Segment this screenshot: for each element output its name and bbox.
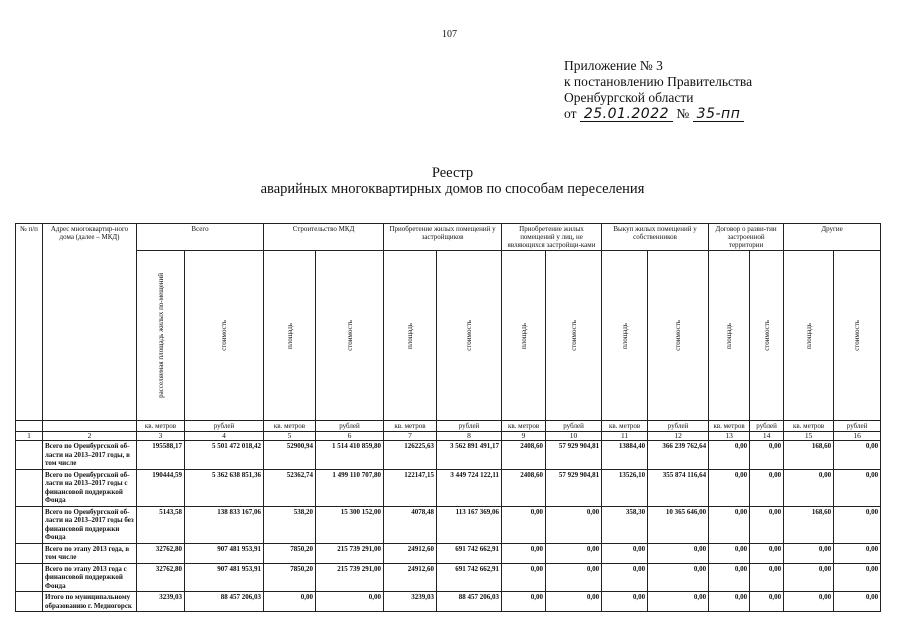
row-value-cell: 57 929 904,81 — [546, 441, 602, 470]
col-number: 13 — [709, 432, 750, 441]
col-number: 8 — [437, 432, 502, 441]
row-value-cell: 3 562 891 491,17 — [437, 441, 502, 470]
sub-area: площадь — [285, 322, 294, 349]
row-value-cell: 0,00 — [648, 592, 709, 612]
row-value-cell: 1 514 410 859,80 — [316, 441, 384, 470]
row-value-cell: 7850,20 — [264, 563, 316, 592]
row-value-cell: 215 739 291,00 — [316, 563, 384, 592]
row-value-cell: 3 449 724 122,11 — [437, 469, 502, 506]
row-value-cell: 0,00 — [750, 506, 784, 543]
row-number-cell — [16, 441, 43, 470]
row-label: Всего по Оренбургской об-ласти на 2013–2017 годы без финансовой поддержки Фонда — [43, 506, 137, 543]
row-value-cell: 0,00 — [709, 506, 750, 543]
col-number: 12 — [648, 432, 709, 441]
col-number: 14 — [750, 432, 784, 441]
header-buyout: Выкуп жилых помещений у собственников — [602, 224, 709, 251]
row-value-cell: 0,00 — [502, 506, 546, 543]
appendix-date-line — [564, 106, 752, 122]
table-row — [16, 543, 881, 563]
col-number: 15 — [784, 432, 834, 441]
row-value-cell: 2408,60 — [502, 441, 546, 470]
col-number: 2 — [43, 432, 137, 441]
row-value-cell: 113 167 369,06 — [437, 506, 502, 543]
page-number: 107 — [442, 29, 457, 40]
unit-cell: рублей — [546, 421, 602, 432]
sub-cost: стоимость — [465, 320, 474, 351]
col-number: 11 — [602, 432, 648, 441]
row-value-cell: 0,00 — [709, 543, 750, 563]
sub-area: площадь — [620, 322, 629, 349]
row-value-cell: 57 929 904,81 — [546, 469, 602, 506]
row-value-cell: 24912,60 — [384, 543, 437, 563]
date-prefix: от — [564, 106, 577, 121]
row-value-cell: 0,00 — [602, 543, 648, 563]
header-row-groups — [16, 224, 881, 251]
row-value-cell: 52362,74 — [264, 469, 316, 506]
row-value-cell: 0,00 — [784, 543, 834, 563]
row-value-cell: 5 362 638 851,36 — [185, 469, 264, 506]
table-row — [16, 469, 881, 506]
row-value-cell: 168,60 — [784, 441, 834, 470]
row-value-cell: 0,00 — [750, 441, 784, 470]
sub-cost: стоимость — [569, 320, 578, 351]
sub-area: площадь — [804, 322, 813, 349]
row-value-cell: 358,30 — [602, 506, 648, 543]
row-number-cell — [16, 469, 43, 506]
sub-area: площадь — [519, 322, 528, 349]
row-value-cell: 0,00 — [784, 563, 834, 592]
row-value-cell: 24912,60 — [384, 563, 437, 592]
row-label: Итого по муниципальному образованию г. Медногорск — [43, 592, 137, 612]
sub-cost: стоимость — [853, 320, 862, 351]
row-value-cell: 195588,17 — [137, 441, 185, 470]
sub-area: площадь — [725, 322, 734, 349]
unit-cell: рублей — [750, 421, 784, 432]
row-label: Всего по Оренбургской об-ласти на 2013–2017 годы, в том числе — [43, 441, 137, 470]
row-number-cell — [16, 506, 43, 543]
row-value-cell: 7850,20 — [264, 543, 316, 563]
sub-area-resettled: расселяемая площадь жилых по-мещений — [156, 273, 165, 398]
row-value-cell: 10 365 646,00 — [648, 506, 709, 543]
col-number: 16 — [834, 432, 881, 441]
row-number-cell — [16, 592, 43, 612]
row-value-cell: 0,00 — [834, 592, 881, 612]
row-value-cell: 0,00 — [834, 563, 881, 592]
row-value-cell: 0,00 — [750, 592, 784, 612]
row-value-cell: 0,00 — [750, 563, 784, 592]
header-construction: Строительство МКД — [264, 224, 384, 251]
sub-cost: стоимость — [674, 320, 683, 351]
appendix-line-2: к постановлению Правительства — [564, 74, 753, 89]
row-value-cell: 0,00 — [709, 469, 750, 506]
header-num: № п/п — [16, 224, 43, 421]
row-value-cell: 15 300 152,00 — [316, 506, 384, 543]
row-value-cell: 907 481 953,91 — [185, 543, 264, 563]
table-row — [16, 506, 881, 543]
row-value-cell: 122147,15 — [384, 469, 437, 506]
row-value-cell: 0,00 — [602, 563, 648, 592]
row-value-cell: 907 481 953,91 — [185, 563, 264, 592]
title-line-2: аварийных многоквартирных домов по способам переселения — [260, 181, 645, 197]
units-row — [16, 421, 881, 432]
handwritten-date: 25.01.2022 — [580, 107, 673, 122]
row-value-cell: 0,00 — [784, 592, 834, 612]
row-value-cell: 0,00 — [709, 563, 750, 592]
document-title — [0, 165, 905, 197]
row-value-cell: 0,00 — [709, 441, 750, 470]
row-value-cell: 0,00 — [602, 592, 648, 612]
unit-cell: кв. метров — [384, 421, 437, 432]
col-number: 9 — [502, 432, 546, 441]
row-value-cell: 0,00 — [648, 543, 709, 563]
unit-cell: кв. метров — [709, 421, 750, 432]
sub-cost: стоимость — [220, 320, 228, 351]
column-numbers-row — [16, 432, 881, 441]
row-value-cell: 88 457 206,03 — [437, 592, 502, 612]
row-value-cell: 138 833 167,06 — [185, 506, 264, 543]
header-acq-dev: Приобретение жилых помещений у застройщиков — [384, 224, 502, 251]
title-line-1: Реестр — [431, 165, 474, 181]
row-value-cell: 0,00 — [834, 441, 881, 470]
table-row — [16, 441, 881, 470]
row-value-cell: 4078,48 — [384, 506, 437, 543]
unit-cell: рублей — [648, 421, 709, 432]
unit-cell: рублей — [316, 421, 384, 432]
row-value-cell: 0,00 — [502, 592, 546, 612]
handwritten-number: 35-пп — [693, 107, 745, 122]
row-value-cell: 0,00 — [648, 563, 709, 592]
unit-cell: рублей — [185, 421, 264, 432]
row-value-cell: 0,00 — [502, 563, 546, 592]
table-row — [16, 563, 881, 592]
row-number-cell — [16, 563, 43, 592]
row-value-cell: 52900,94 — [264, 441, 316, 470]
unit-cell: кв. метров — [264, 421, 316, 432]
row-value-cell: 0,00 — [546, 506, 602, 543]
table-row — [16, 592, 881, 612]
row-value-cell: 691 742 662,91 — [437, 543, 502, 563]
row-number-cell — [16, 543, 43, 563]
unit-cell: кв. метров — [784, 421, 834, 432]
row-value-cell: 0,00 — [546, 543, 602, 563]
appendix-line-1: Приложение № 3 — [564, 58, 663, 73]
col-number: 3 — [137, 432, 185, 441]
row-value-cell: 13884,40 — [602, 441, 648, 470]
sub-cost: стоимость — [762, 320, 771, 351]
row-value-cell: 32762,80 — [137, 563, 185, 592]
row-value-cell: 88 457 206,03 — [185, 592, 264, 612]
row-value-cell: 3239,03 — [384, 592, 437, 612]
row-value-cell: 691 742 662,91 — [437, 563, 502, 592]
row-value-cell: 168,60 — [784, 506, 834, 543]
row-value-cell: 0,00 — [750, 469, 784, 506]
row-value-cell: 126225,63 — [384, 441, 437, 470]
col-number: 6 — [316, 432, 384, 441]
col-number: 10 — [546, 432, 602, 441]
row-value-cell: 1 499 110 707,80 — [316, 469, 384, 506]
header-other: Другие — [784, 224, 881, 251]
row-label: Всего по Оренбургской об-ласти на 2013–2017 годы с финансовой поддержкой Фонда — [43, 469, 137, 506]
row-value-cell: 5143,58 — [137, 506, 185, 543]
unit-cell: рублей — [834, 421, 881, 432]
row-value-cell: 0,00 — [834, 543, 881, 563]
row-value-cell: 215 739 291,00 — [316, 543, 384, 563]
unit-cell: кв. метров — [137, 421, 185, 432]
row-value-cell: 0,00 — [709, 592, 750, 612]
appendix-block — [564, 58, 752, 122]
row-label: Всего по этапу 2013 года с финансовой поддержкой Фонда — [43, 563, 137, 592]
row-value-cell: 0,00 — [834, 506, 881, 543]
sub-cost: стоимость — [345, 320, 354, 351]
table-body — [16, 441, 881, 612]
header-row-sub — [16, 251, 881, 421]
unit-cell: рублей — [437, 421, 502, 432]
header-address: Адрес многоквартир-ного дома (далее – МКД) — [43, 224, 137, 421]
header-acq-non-dev: Приобретение жилых помещений у лиц, не являющихся застройщи-ками — [502, 224, 602, 251]
row-value-cell: 3239,03 — [137, 592, 185, 612]
header-territory: Договор о разви-тии застроенной территории — [709, 224, 784, 251]
row-value-cell: 355 874 116,64 — [648, 469, 709, 506]
row-value-cell: 0,00 — [546, 563, 602, 592]
header-total: Всего — [137, 224, 264, 251]
col-number: 4 — [185, 432, 264, 441]
col-number: 1 — [16, 432, 43, 441]
row-value-cell: 0,00 — [784, 469, 834, 506]
registry-table — [15, 223, 881, 612]
row-value-cell: 366 239 762,64 — [648, 441, 709, 470]
row-value-cell: 5 501 472 018,42 — [185, 441, 264, 470]
row-value-cell: 2408,60 — [502, 469, 546, 506]
unit-cell: кв. метров — [502, 421, 546, 432]
row-value-cell: 0,00 — [546, 592, 602, 612]
col-number: 7 — [384, 432, 437, 441]
row-value-cell: 0,00 — [502, 543, 546, 563]
appendix-line-3: Оренбургской области — [564, 90, 694, 105]
row-value-cell: 0,00 — [750, 543, 784, 563]
row-value-cell: 0,00 — [264, 592, 316, 612]
row-value-cell: 0,00 — [316, 592, 384, 612]
row-value-cell: 32762,80 — [137, 543, 185, 563]
unit-cell: кв. метров — [602, 421, 648, 432]
row-value-cell: 538,20 — [264, 506, 316, 543]
row-value-cell: 13526,10 — [602, 469, 648, 506]
sub-area: площадь — [406, 322, 415, 349]
col-number: 5 — [264, 432, 316, 441]
row-label: Всего по этапу 2013 года, в том числе — [43, 543, 137, 563]
row-value-cell: 0,00 — [834, 469, 881, 506]
row-value-cell: 190444,59 — [137, 469, 185, 506]
number-prefix: № — [676, 106, 690, 121]
